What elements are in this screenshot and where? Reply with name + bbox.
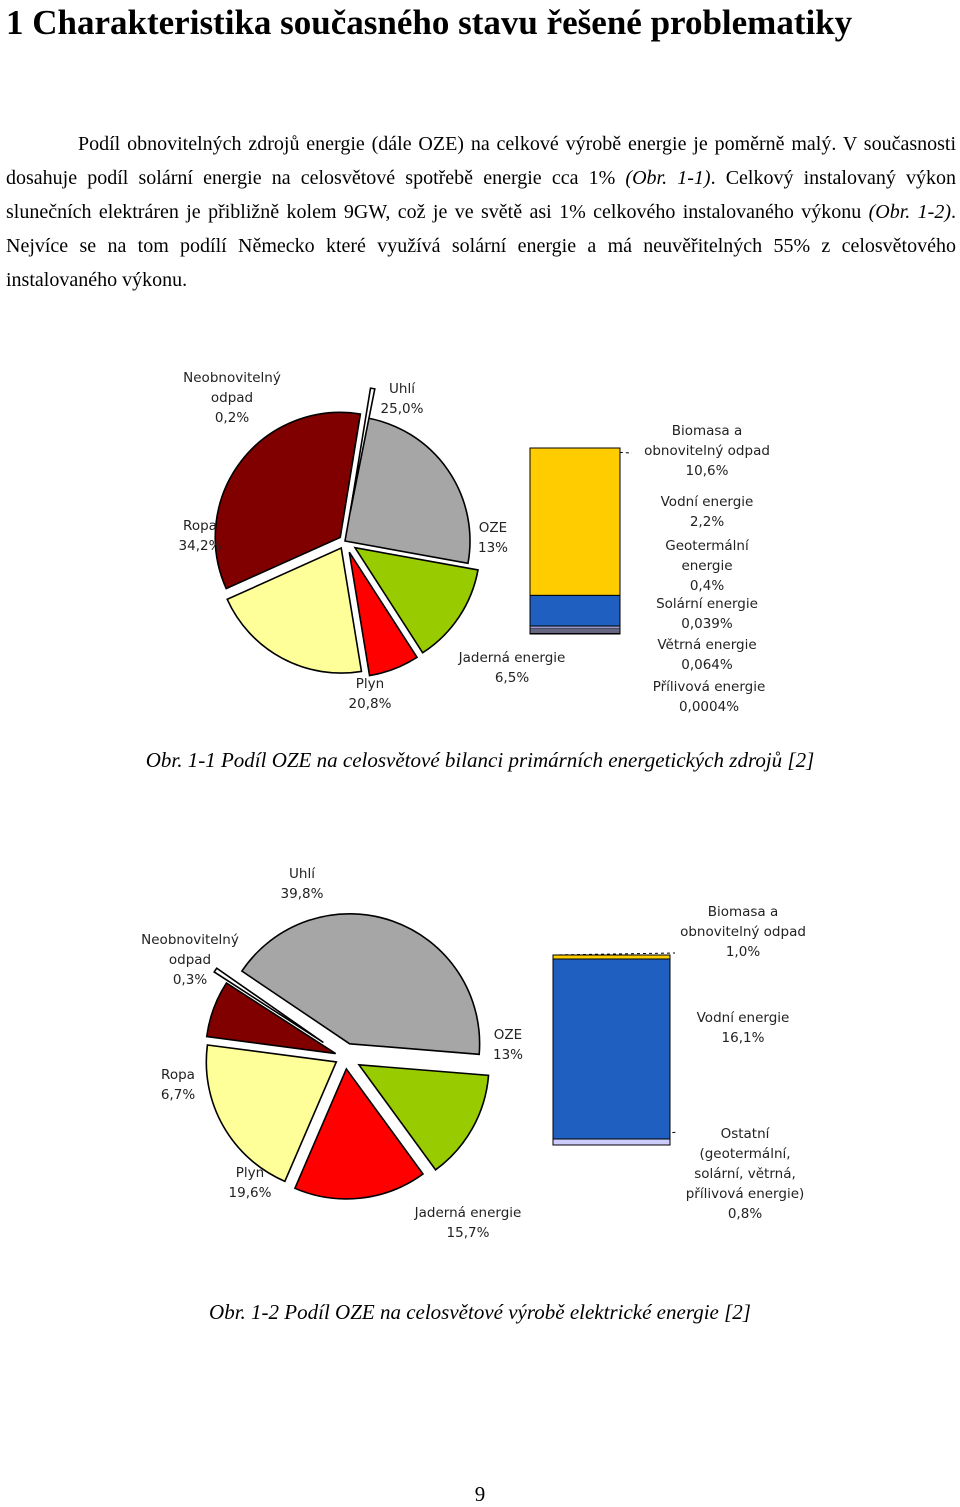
bar-label-vodni-energie: Vodní energie 16,1%	[696, 1010, 790, 1046]
pie-label-plyn: Plyn 20,8%	[348, 676, 392, 712]
page-heading: 1 Charakteristika současného stavu řešené problematiky	[6, 3, 853, 42]
bar-label-vodni-energie: Vodní energie 2,2%	[660, 494, 754, 530]
pie-label-oze: OZE 13%	[477, 520, 509, 556]
figure-2-chart	[130, 862, 830, 1257]
paragraph-sentence-2: . Celkový instalovaný výkon slunečních elektráren je přibližně kolem 9GW, což je ve světě asi 1% celkového instalovaného výkonu	[6, 167, 956, 223]
paragraph-sentence-1: Podíl obnovitelných zdrojů energie (dále OZE) na celkové výrobě energie je poměrně malý. V současnosti dosahuje podíl solární energie na celosvětové spotřebě energie cca 1%	[6, 133, 956, 189]
figure-reference-1: (Obr. 1-1)	[625, 167, 711, 189]
figure-1-chart	[140, 355, 820, 720]
bar-label-geotermalni-energie: Geotermální energie 0,4%	[665, 538, 749, 594]
page-number: 9	[474, 1482, 486, 1506]
bar-label-solarni-energie: Solární energie 0,039%	[656, 596, 758, 632]
figure-2-pie	[206, 914, 488, 1199]
bar-label-biomasa-a-obnovitelny-odpad: Biomasa a obnovitelný odpad 10,6%	[644, 423, 770, 479]
paragraph-sentence-3: . Nejvíce se na tom podílí Německo které využívá solární energie a má neuvěřitelných 55% z celosvětového instalovaného výkonu.	[6, 201, 956, 291]
bar-label-ostatni-geotermalni-solarni-vetrna-prilivova-energie: Ostatní (geotermální, solární, větrná, přílivová energie) 0,8%	[685, 1126, 805, 1222]
pie-label-ropa: Ropa 34,2%	[178, 518, 222, 554]
bar-segment-prilivova-energie	[530, 633, 620, 634]
pie-label-jaderna-energie: Jaderná energie 6,5%	[458, 650, 566, 686]
bar-label-vetrna-energie: Větrná energie 0,064%	[657, 637, 757, 673]
pie-label-plyn: Plyn 19,6%	[228, 1165, 272, 1201]
bar-segment-ostatni-geotermalni-solarni-vetrna-prilivova-energie	[553, 1139, 670, 1145]
pie-label-jaderna-energie: Jaderná energie 15,7%	[414, 1205, 522, 1241]
pie-label-uhli: Uhlí 39,8%	[280, 866, 324, 902]
bar-segment-biomasa-a-obnovitelny-odpad	[553, 955, 670, 959]
figure-1-pie	[215, 388, 478, 675]
bar-segment-vodni-energie	[553, 959, 670, 1139]
figure-1-breakdown-bar	[530, 448, 620, 634]
figure-2-caption: Obr. 1-2 Podíl OZE na celosvětové výrobě elektrické energie [2]	[209, 1300, 751, 1324]
intro-paragraph	[6, 127, 956, 297]
pie-label-neobnovitelny-odpad: Neobnovitelný odpad 0,2%	[183, 370, 281, 426]
bar-segment-biomasa-a-obnovitelny-odpad	[530, 448, 620, 595]
pie-label-uhli: Uhlí 25,0%	[380, 381, 424, 417]
pie-label-neobnovitelny-odpad: Neobnovitelný odpad 0,3%	[141, 932, 239, 988]
bar-label-prilivova-energie: Přílivová energie 0,0004%	[652, 679, 766, 715]
figure-2-breakdown-bar	[553, 955, 670, 1145]
bar-label-biomasa-a-obnovitelny-odpad: Biomasa a obnovitelný odpad 1,0%	[680, 904, 806, 960]
bar-segment-vodni-energie	[530, 595, 620, 626]
pie-label-oze: OZE 13%	[492, 1027, 524, 1063]
figure-1-caption: Obr. 1-1 Podíl OZE na celosvětové bilanci primárních energetických zdrojů [2]	[145, 748, 815, 772]
pie-label-ropa: Ropa 6,7%	[160, 1067, 196, 1103]
figure-reference-2: (Obr. 1-2)	[868, 201, 951, 223]
